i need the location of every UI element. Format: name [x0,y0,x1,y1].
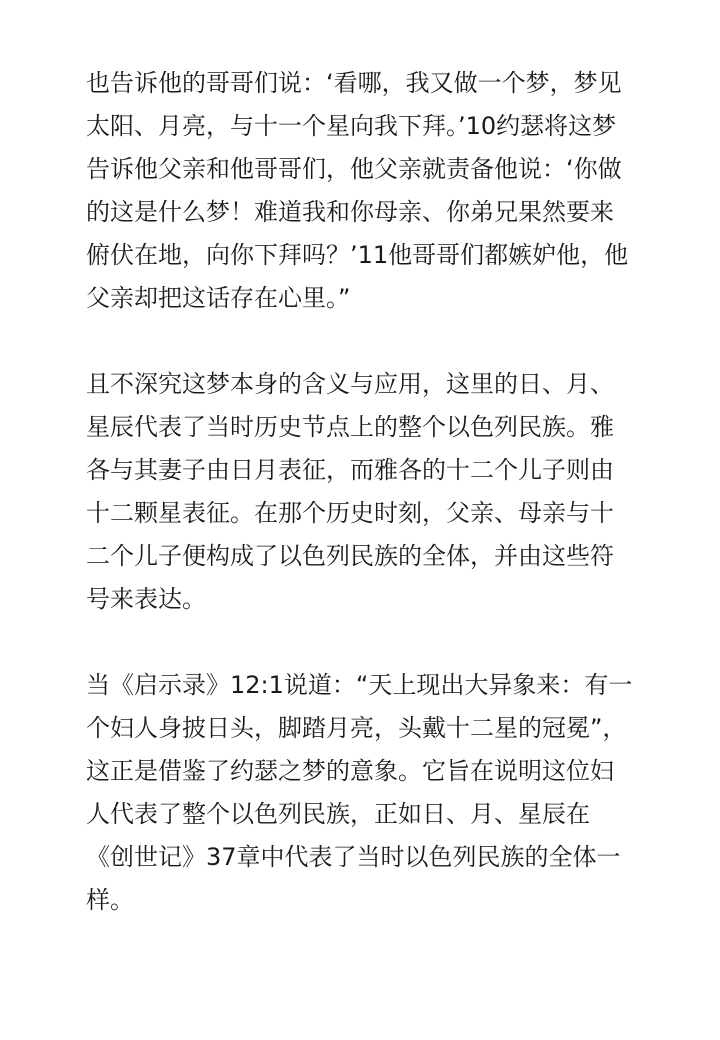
paragraph-2 [86,363,646,621]
text-line: 二个儿子便构成了以色列民族的全体，并由这些符 [86,542,614,570]
paragraph-3 [86,664,646,922]
text-line: 个妇人身披日头，脚踏月亮，头戴十二星的冠冕”， [86,714,627,742]
paragraph-1 [86,62,646,320]
text-line: 这正是借鉴了约瑟之梦的意象。它旨在说明这位妇 [86,757,614,785]
text-line: 十二颗星表征。在那个历史时刻，父亲、母亲与十 [86,499,614,527]
text-line: 人代表了整个以色列民族，正如日、月、星辰在 [86,800,590,828]
text-line: 《创世记》37章中代表了当时以色列民族的全体一 [86,843,621,871]
text-line: 也告诉他的哥哥们说：‘看哪，我又做一个梦，梦见 [86,69,622,97]
document-page [86,62,646,965]
text-line: 星辰代表了当时历史节点上的整个以色列民族。雅 [86,413,614,441]
text-line: 当《启示录》12:1说道：“天上现出大异象来：有一 [86,671,633,699]
text-line: 样。 [86,886,134,914]
text-line: 各与其妻子由日月表征，而雅各的十二个儿子则由 [86,456,614,484]
text-line: 俯伏在地，向你下拜吗？’11他哥哥们都嫉妒他，他 [86,241,629,269]
text-line: 太阳、月亮，与十一个星向我下拜。’10约瑟将这梦 [86,112,617,140]
text-line: 父亲却把这话存在心里。” [86,284,351,312]
text-line: 的这是什么梦！难道我和你母亲、你弟兄果然要来 [86,198,614,226]
text-line: 且不深究这梦本身的含义与应用，这里的日、月、 [86,370,614,398]
text-line: 告诉他父亲和他哥哥们，他父亲就责备他说：‘你做 [86,155,622,183]
text-line: 号来表达。 [86,585,206,613]
